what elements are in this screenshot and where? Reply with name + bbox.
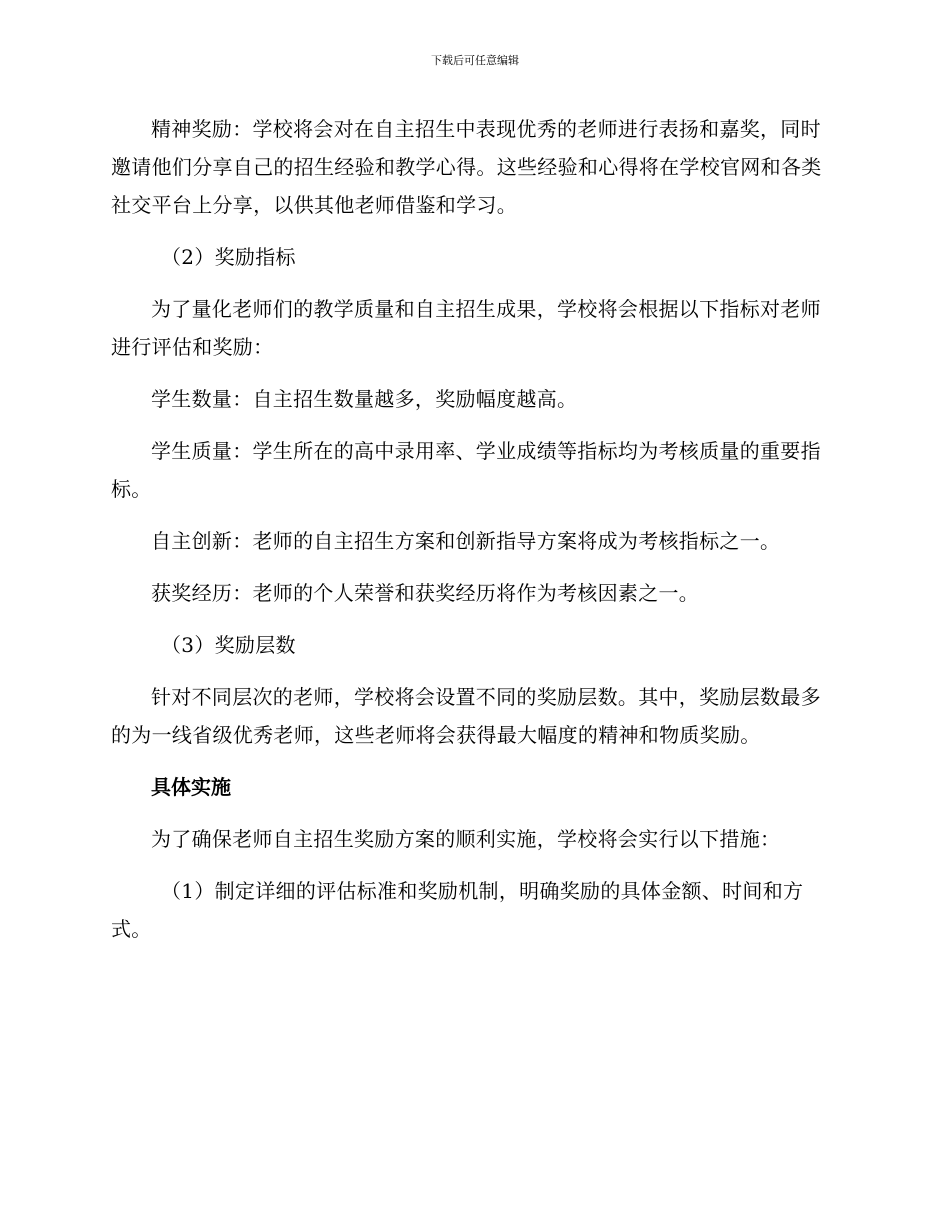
page-header-note: 下载后可任意编辑 — [431, 54, 519, 67]
paragraph-innovation: 自主创新：老师的自主招生方案和创新指导方案将成为考核指标之一。 — [151, 529, 781, 553]
paragraph-student-quantity: 学生数量：自主招生数量越多，奖励幅度越高。 — [151, 387, 578, 411]
paragraph-reward-levels: 针对不同层次的老师，学校将会设置不同的奖励层数。其中，奖励层数最多的为一线省级优秀老师，这些老师将会获得最大幅度的精神和物质奖励。 — [111, 685, 821, 747]
subheading-reward-levels: （3）奖励层数 — [161, 633, 296, 657]
document-body — [111, 110, 836, 962]
paragraph-indicators-intro: 为了量化老师们的教学质量和自主招生成果，学校将会根据以下指标对老师进行评估和奖励： — [111, 297, 821, 359]
subheading-reward-indicators: （2）奖励指标 — [161, 245, 296, 269]
paragraph-measure-1: （1）制定详细的评估标准和奖励机制，明确奖励的具体金额、时间和方式。 — [111, 879, 804, 941]
paragraph-spiritual-reward: 精神奖励：学校将会对在自主招生中表现优秀的老师进行表扬和嘉奖，同时邀请他们分享自己的招生经验和教学心得。这些经验和心得将在学校官网和各类社交平台上分享，以供其他老师借鉴和学习。 — [111, 117, 822, 217]
paragraph-awards: 获奖经历：老师的个人荣誉和获奖经历将作为考核因素之一。 — [151, 581, 700, 605]
paragraph-implementation-intro: 为了确保老师自主招生奖励方案的顺利实施，学校将会实行以下措施： — [151, 827, 781, 851]
section-heading-implementation: 具体实施 — [151, 775, 231, 799]
paragraph-student-quality: 学生质量：学生所在的高中录用率、学业成绩等指标均为考核质量的重要指标。 — [111, 439, 821, 501]
